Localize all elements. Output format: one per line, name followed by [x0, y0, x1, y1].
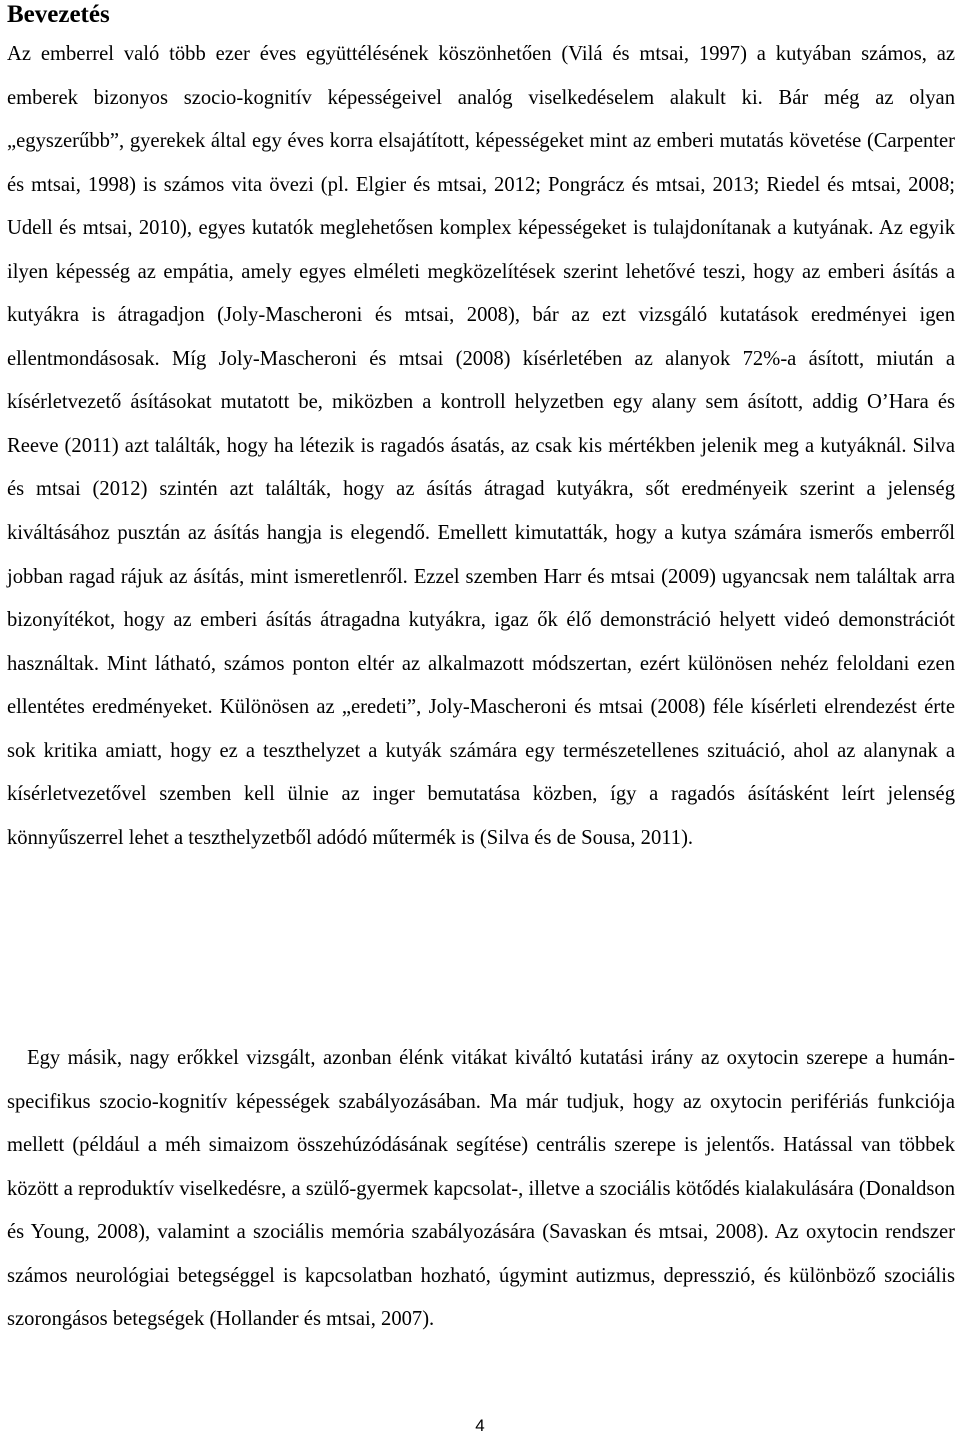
body-paragraph-1: Az emberrel való több ezer éves együttélésének köszönhetően (Vilá és mtsai, 1997) a kutyában számos, az emberek bizonyos szocio-kognitív képességeivel analóg viselkedéselem alakult ki. Bár még az olyan „egyszerűbb”, gyerekek által egy éves korra elsajátított, képességeket mint az emberi mutatás követése (Carpenter és mtsai, 1998) is számos vita övezi (pl. Elgier és mtsai, 2012; Pongrácz és mtsai, 2013; Riedel és mtsai, 2008; Udell és mtsai, 2010), egyes kutatók meglehetősen komplex képességeket is tulajdonítanak a kutyának. Az egyik ilyen képesség az empátia, amely egyes elméleti megközelítések szerint lehetővé teszi, hogy az emberi ásítás a kutyákra is átragadjon (Joly-Mascheroni és mtsai, 2008), bár az ezt vizsgáló kutatások eredményei igen ellentmondásosak. Míg Joly-Mascheroni és mtsai (2008) kísérletében az alanyok 72%-a ásított, miután a kísérletvezető ásításokat mutatott be, miközben a kontroll helyzetben egy alany sem ásított, addig O’Hara és Reeve (2011) azt találták, hogy ha létezik is ragadós ásatás, az csak kis mértékben jelenik meg a kutyáknál. Silva és mtsai (2012) szintén azt találták, hogy az ásítás átragad kutyákra, sőt eredményeik szerint a jelenség kiváltásához pusztán az ásítás hangja is elegendő. Emellett kimutatták, hogy a kutya számára ismerős emberről jobban ragad rájuk az ásítás, mint ismeretlenről. Ezzel szemben Harr és mtsai (2009) ugyancsak nem találtak arra bizonyítékot, hogy az emberi ásítás átragadna kutyákra, igaz ők élő demonstráció helyett videó demonstrációt használtak. Mint látható, számos ponton eltér az alkalmazott módszertan, ezért különösen nehéz feloldani ezen ellentétes eredményeket. Különösen az „eredeti”, Joly-Mascheroni és mtsai (2008) féle kísérleti elrendezést érte sok kritika amiatt, hogy ez a teszthelyzet a kutyák számára egy természetellenes szituáció, ahol az alanynak a kísérletvezetővel szemben kell ülnie az inger bemutatása közben, így a ragadós ásításként leírt jelenség könnyűszerrel lehet a teszthelyzetből adódó műtermék is (Silva és de Sousa, 2011).	[7, 43, 955, 849]
body-paragraph-2: Egy másik, nagy erőkkel vizsgált, azonban élénk vitákat kiváltó kutatási irány az oxytocin szerepe a humán-specifikus szocio-kognitív képességek szabályozásában. Ma már tudjuk, hogy az oxytocin perifériás funkciója mellett (például a méh simaizom összehúzódásának segítése) centrális szerepe is jelentős. Hatással van többek között a reproduktív viselkedésre, a szülő-gyermek kapcsolat-, illetve a szociális kötődés kialakulására (Donaldson és Young, 2008), valamint a szociális memória szabályozására (Savaskan és mtsai, 2008). Az oxytocin rendszer számos neurológiai betegséggel is kapcsolatban hozható, úgymint autizmus, depresszió, és különböző szociális szorongásos betegségek (Hollander és mtsai, 2007).	[7, 1047, 955, 1331]
page-number: 4	[475, 1416, 485, 1435]
section-heading: Bevezetés	[7, 1, 110, 28]
